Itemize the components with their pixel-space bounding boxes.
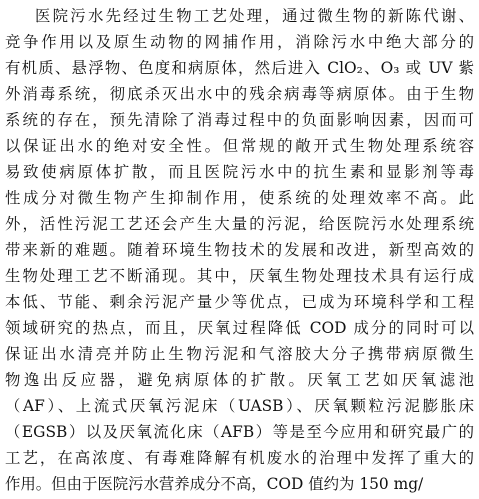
text-line: 医院污水先经过生物工艺处理，通过微生物的新陈代谢、	[35, 7, 474, 25]
text-line: 本低、节能、剩余污泥产量少等优点，已成为环境科学和工程	[5, 293, 474, 311]
text-line: 系统的存在，预先清除了消毒过程中的负面影响因素，因而可	[5, 111, 474, 129]
text-line: 有机质、悬浮物、色度和病原体，然后进入 ClO₂、O₃ 或 UV 紫	[5, 59, 474, 77]
text-line: 外，活性污泥工艺还会产生大量的污泥，给医院污水处理系统	[5, 215, 474, 233]
text-line: 竞争作用以及原生动物的网捕作用，消除污水中绝大部分的	[5, 33, 474, 51]
text-line: 性成分对微生物产生抑制作用，使系统的处理效率不高。此	[5, 189, 474, 207]
text-line: 工艺，在高浓度、有毒难降解有机废水的治理中发挥了重大的	[5, 449, 474, 467]
text-line: 以保证出水的绝对安全性。但常规的敞开式生物处理系统容	[5, 137, 474, 155]
text-line: 保证出水清亮并防止生物污泥和气溶胶大分子携带病原微生	[5, 345, 474, 363]
text-line: （AF）、上流式厌氧污泥床（UASB）、厌氧颗粒污泥膨胀床	[5, 397, 474, 415]
text-line: 作用。但由于医院污水营养成分不高，COD 值约为 150 mg/	[5, 475, 424, 493]
text-line: 带来新的难题。随着环境生物技术的发展和改进，新型高效的	[5, 241, 474, 259]
text-line: 易致使病原体扩散，而且医院污水中的抗生素和显影剂等毒	[5, 163, 474, 181]
text-line: 外消毒系统，彻底杀灭出水中的残余病毒等病原体。由于生物	[5, 85, 474, 103]
text-line: （EGSB）以及厌氧流化床（AFB）等是至今应用和研究最广的	[5, 423, 474, 441]
text-line: 物逸出反应器，避免病原体的扩散。厌氧工艺如厌氧滤池	[5, 371, 474, 389]
text-line: 生物处理工艺不断涌现。其中，厌氧生物处理技术具有运行成	[5, 267, 474, 285]
text-line: 领域研究的热点，而且，厌氧过程降低 COD 成分的同时可以	[5, 319, 474, 337]
